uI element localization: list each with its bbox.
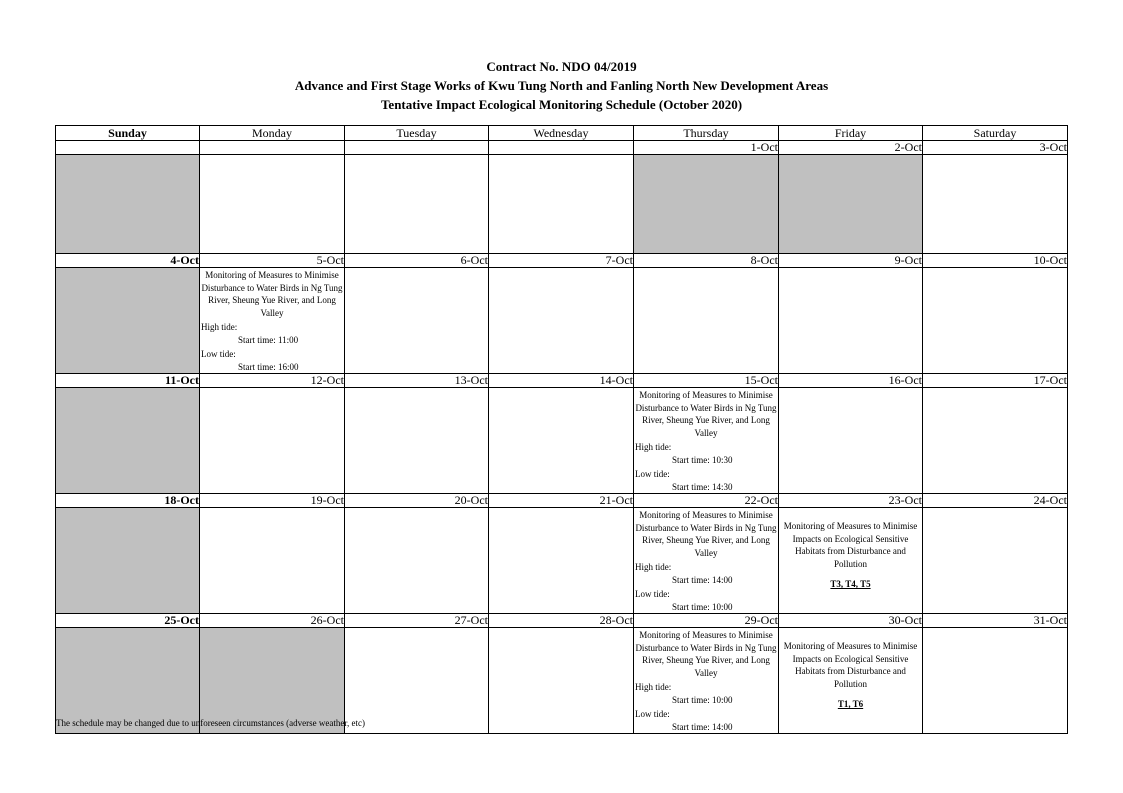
week-2-content-row bbox=[56, 268, 1068, 374]
header-sunday: Sunday bbox=[56, 126, 200, 141]
day-cell bbox=[489, 155, 634, 254]
high-tide-label: High tide: bbox=[201, 322, 238, 332]
date-cell: 13-Oct bbox=[345, 374, 489, 388]
date-cell: 10-Oct bbox=[923, 254, 1068, 268]
day-cell-shaded bbox=[779, 155, 923, 254]
week-2-date-row bbox=[56, 254, 1068, 268]
header-monday: Monday bbox=[200, 126, 345, 141]
water-bird-monitoring-cell bbox=[634, 628, 779, 734]
day-cell bbox=[345, 268, 489, 374]
date-cell: 16-Oct bbox=[779, 374, 923, 388]
day-cell bbox=[923, 268, 1068, 374]
low-tide-label: Low tide: bbox=[635, 589, 670, 599]
event-description: Monitoring of Measures to Minimise Disturbance to Water Birds in Ng Tung River, Sheung Yue River, and Long Valley bbox=[635, 510, 777, 558]
event-description: Monitoring of Measures to Minimise Disturbance to Water Birds in Ng Tung River, Sheung Yue River, and Long Valley bbox=[635, 630, 777, 678]
date-cell: 15-Oct bbox=[634, 374, 779, 388]
day-cell bbox=[345, 388, 489, 494]
transect-codes: T1, T6 bbox=[837, 699, 864, 709]
low-tide-label: Low tide: bbox=[635, 469, 670, 479]
date-cell: 29-Oct bbox=[634, 614, 779, 628]
date-cell: 17-Oct bbox=[923, 374, 1068, 388]
week-1-date-row bbox=[56, 141, 1068, 155]
day-cell bbox=[200, 388, 345, 494]
date-cell: 26-Oct bbox=[200, 614, 345, 628]
event-description: Monitoring of Measures to Minimise Impacts on Ecological Sensitive Habitats from Disturbance and Pollution bbox=[783, 521, 918, 569]
header-thursday: Thursday bbox=[634, 126, 779, 141]
week-4-content-row bbox=[56, 508, 1068, 614]
header-wednesday: Wednesday bbox=[489, 126, 634, 141]
day-cell bbox=[923, 508, 1068, 614]
event-description: Monitoring of Measures to Minimise Disturbance to Water Birds in Ng Tung River, Sheung Yue River, and Long Valley bbox=[635, 390, 777, 438]
water-bird-monitoring-cell bbox=[634, 508, 779, 614]
document-title-block bbox=[0, 57, 1123, 114]
contract-number: Contract No. NDO 04/2019 bbox=[486, 59, 637, 74]
day-cell-shaded bbox=[56, 155, 200, 254]
day-cell-shaded bbox=[56, 388, 200, 494]
date-cell: 3-Oct bbox=[923, 141, 1068, 155]
high-tide-start-time: Start time: 10:30 bbox=[672, 454, 733, 465]
event-description: Monitoring of Measures to Minimise Impacts on Ecological Sensitive Habitats from Disturbance and Pollution bbox=[783, 641, 918, 689]
date-cell: 31-Oct bbox=[923, 614, 1068, 628]
date-cell: 23-Oct bbox=[779, 494, 923, 508]
date-cell: 18-Oct bbox=[56, 494, 200, 508]
date-cell: 2-Oct bbox=[779, 141, 923, 155]
day-cell bbox=[200, 155, 345, 254]
day-cell bbox=[489, 508, 634, 614]
day-cell bbox=[634, 268, 779, 374]
day-cell bbox=[489, 628, 634, 734]
high-tide-label: High tide: bbox=[635, 562, 672, 572]
date-cell: 6-Oct bbox=[345, 254, 489, 268]
header-friday: Friday bbox=[779, 126, 923, 141]
header-tuesday: Tuesday bbox=[345, 126, 489, 141]
high-tide-start-time: Start time: 10:00 bbox=[672, 694, 733, 705]
schedule-footnote: The schedule may be changed due to unforeseen circumstances (adverse weather, etc) bbox=[56, 718, 365, 728]
low-tide-label: Low tide: bbox=[635, 709, 670, 719]
day-cell bbox=[779, 388, 923, 494]
low-tide-label: Low tide: bbox=[201, 349, 236, 359]
schedule-title: Tentative Impact Ecological Monitoring Schedule (October 2020) bbox=[380, 97, 743, 112]
high-tide-start-time: Start time: 14:00 bbox=[672, 574, 733, 585]
day-cell bbox=[345, 155, 489, 254]
date-cell: 8-Oct bbox=[634, 254, 779, 268]
day-cell-shaded bbox=[56, 508, 200, 614]
day-cell bbox=[345, 508, 489, 614]
high-tide-label: High tide: bbox=[635, 682, 672, 692]
date-cell bbox=[345, 141, 489, 155]
weekday-header-row bbox=[56, 126, 1068, 141]
date-cell: 25-Oct bbox=[56, 614, 200, 628]
water-bird-monitoring-cell bbox=[634, 388, 779, 494]
water-bird-monitoring-cell bbox=[200, 268, 345, 374]
high-tide-label: High tide: bbox=[635, 442, 672, 452]
habitat-monitoring-cell bbox=[779, 508, 923, 614]
date-cell: 20-Oct bbox=[345, 494, 489, 508]
date-cell: 24-Oct bbox=[923, 494, 1068, 508]
low-tide-start-time: Start time: 14:30 bbox=[672, 481, 733, 492]
day-cell bbox=[779, 268, 923, 374]
day-cell bbox=[923, 155, 1068, 254]
date-cell: 21-Oct bbox=[489, 494, 634, 508]
date-cell: 30-Oct bbox=[779, 614, 923, 628]
low-tide-start-time: Start time: 10:00 bbox=[672, 601, 733, 612]
day-cell bbox=[200, 508, 345, 614]
date-cell: 7-Oct bbox=[489, 254, 634, 268]
week-3-date-row bbox=[56, 374, 1068, 388]
day-cell bbox=[923, 628, 1068, 734]
date-cell: 22-Oct bbox=[634, 494, 779, 508]
date-cell: 4-Oct bbox=[56, 254, 200, 268]
high-tide-start-time: Start time: 11:00 bbox=[238, 334, 299, 345]
low-tide-start-time: Start time: 14:00 bbox=[672, 721, 733, 732]
date-cell: 28-Oct bbox=[489, 614, 634, 628]
date-cell: 14-Oct bbox=[489, 374, 634, 388]
date-cell bbox=[56, 141, 200, 155]
day-cell bbox=[923, 388, 1068, 494]
transect-codes: T3, T4, T5 bbox=[830, 579, 871, 589]
week-1-content-row bbox=[56, 155, 1068, 254]
day-cell bbox=[345, 628, 489, 734]
date-cell: 9-Oct bbox=[779, 254, 923, 268]
monitoring-calendar bbox=[55, 125, 1068, 734]
day-cell bbox=[489, 388, 634, 494]
date-cell: 1-Oct bbox=[634, 141, 779, 155]
date-cell bbox=[200, 141, 345, 155]
week-3-content-row bbox=[56, 388, 1068, 494]
date-cell: 5-Oct bbox=[200, 254, 345, 268]
day-cell-shaded bbox=[56, 268, 200, 374]
low-tide-start-time: Start time: 16:00 bbox=[238, 361, 299, 372]
day-cell-shaded bbox=[634, 155, 779, 254]
week-5-date-row bbox=[56, 614, 1068, 628]
date-cell: 27-Oct bbox=[345, 614, 489, 628]
event-description: Monitoring of Measures to Minimise Disturbance to Water Birds in Ng Tung River, Sheung Yue River, and Long Valley bbox=[201, 270, 343, 318]
project-title: Advance and First Stage Works of Kwu Tung North and Fanling North New Development Areas bbox=[294, 78, 829, 93]
date-cell: 11-Oct bbox=[56, 374, 200, 388]
habitat-monitoring-cell bbox=[779, 628, 923, 734]
day-cell bbox=[489, 268, 634, 374]
week-4-date-row bbox=[56, 494, 1068, 508]
header-saturday: Saturday bbox=[923, 126, 1068, 141]
date-cell bbox=[489, 141, 634, 155]
date-cell: 12-Oct bbox=[200, 374, 345, 388]
date-cell: 19-Oct bbox=[200, 494, 345, 508]
